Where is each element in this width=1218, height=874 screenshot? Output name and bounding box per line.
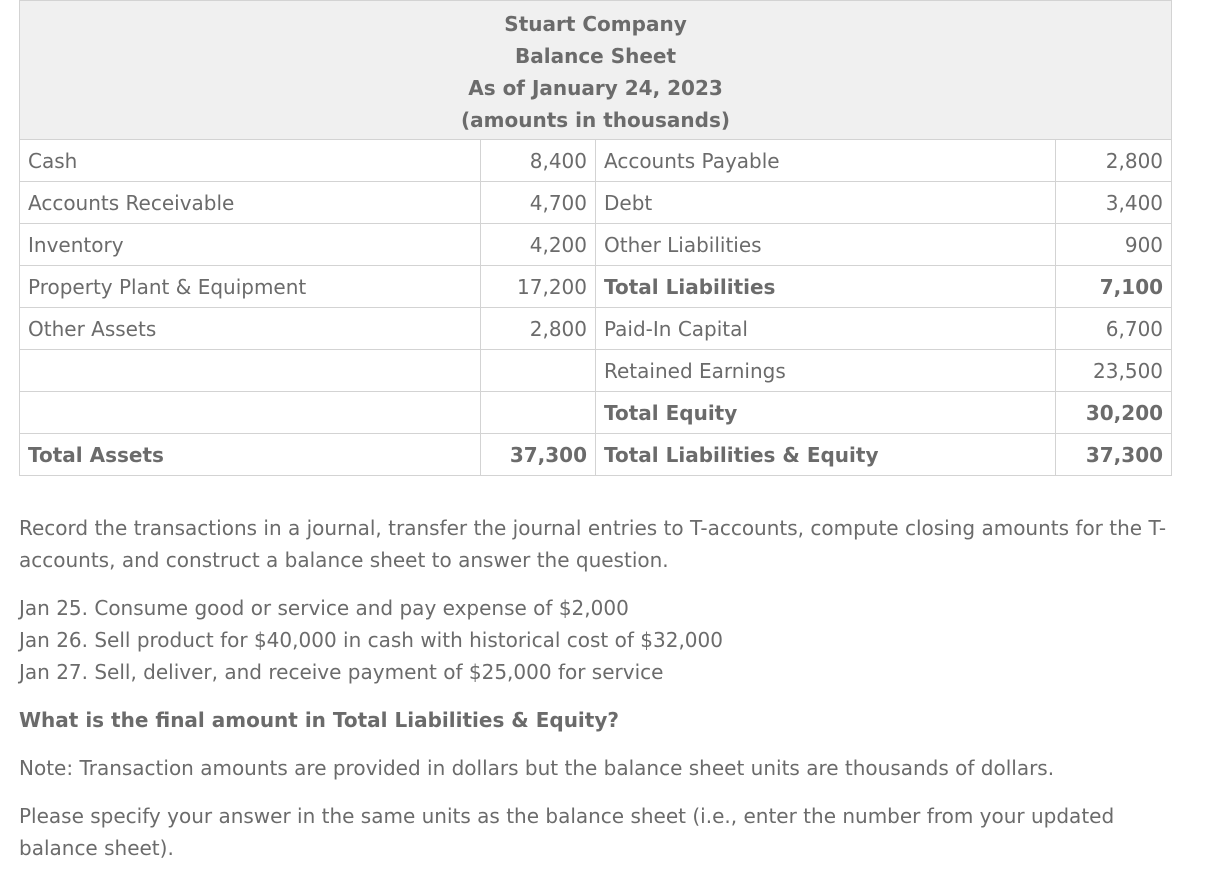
asset-label: Cash bbox=[20, 140, 481, 182]
sheet-date: As of January 24, 2023 bbox=[468, 76, 723, 100]
liability-equity-label: Total Equity bbox=[596, 392, 1056, 434]
asset-label: Total Assets bbox=[20, 434, 481, 476]
balance-sheet-header bbox=[20, 1, 1172, 140]
transaction-item: Jan 27. Sell, deliver, and receive payment of $25,000 for service bbox=[19, 660, 664, 684]
question-prompt: What is the final amount in Total Liabilities & Equity? bbox=[19, 708, 619, 732]
liability-equity-value: 23,500 bbox=[1056, 350, 1172, 392]
liability-equity-value: 30,200 bbox=[1056, 392, 1172, 434]
balance-sheet-row bbox=[20, 308, 1172, 350]
asset-value: 8,400 bbox=[481, 140, 596, 182]
asset-label: Inventory bbox=[20, 224, 481, 266]
transaction-list bbox=[19, 592, 1179, 688]
sheet-units: (amounts in thousands) bbox=[461, 108, 730, 132]
liability-equity-label: Debt bbox=[596, 182, 1056, 224]
units-note: Note: Transaction amounts are provided in dollars but the balance sheet units are thousands of dollars. bbox=[19, 756, 1055, 780]
balance-sheet-table bbox=[19, 0, 1172, 476]
balance-sheet-row bbox=[20, 392, 1172, 434]
liability-equity-value: 6,700 bbox=[1056, 308, 1172, 350]
transaction-item: Jan 25. Consume good or service and pay expense of $2,000 bbox=[19, 596, 629, 620]
instructions-text: Record the transactions in a journal, transfer the journal entries to T-accounts, compute closing amounts for the T-accounts, and construct a balance sheet to answer the question. bbox=[19, 516, 1167, 572]
asset-value: 2,800 bbox=[481, 308, 596, 350]
balance-sheet-row bbox=[20, 266, 1172, 308]
asset-label bbox=[20, 392, 481, 434]
asset-value: 4,700 bbox=[481, 182, 596, 224]
asset-label bbox=[20, 350, 481, 392]
liability-equity-value: 37,300 bbox=[1056, 434, 1172, 476]
balance-sheet-row bbox=[20, 350, 1172, 392]
liability-equity-label: Paid-In Capital bbox=[596, 308, 1056, 350]
liability-equity-label: Retained Earnings bbox=[596, 350, 1056, 392]
liability-equity-value: 7,100 bbox=[1056, 266, 1172, 308]
liability-equity-value: 2,800 bbox=[1056, 140, 1172, 182]
balance-sheet-row bbox=[20, 224, 1172, 266]
liability-equity-label: Other Liabilities bbox=[596, 224, 1056, 266]
company-name: Stuart Company bbox=[504, 12, 687, 36]
transaction-item: Jan 26. Sell product for $40,000 in cash with historical cost of $32,000 bbox=[19, 628, 723, 652]
balance-sheet-row bbox=[20, 182, 1172, 224]
sheet-title: Balance Sheet bbox=[514, 44, 677, 68]
balance-sheet-body bbox=[20, 1, 1172, 476]
answer-instruction: Please specify your answer in the same units as the balance sheet (i.e., enter the number from your updated balance sheet). bbox=[19, 804, 1115, 860]
asset-label: Property Plant & Equipment bbox=[20, 266, 481, 308]
balance-sheet-row bbox=[20, 140, 1172, 182]
asset-value bbox=[481, 350, 596, 392]
liability-equity-value: 3,400 bbox=[1056, 182, 1172, 224]
asset-value bbox=[481, 392, 596, 434]
asset-label: Other Assets bbox=[20, 308, 481, 350]
question-text bbox=[19, 512, 1179, 864]
liability-equity-label: Accounts Payable bbox=[596, 140, 1056, 182]
liability-equity-value: 900 bbox=[1056, 224, 1172, 266]
balance-sheet-header-row bbox=[20, 1, 1172, 140]
asset-value: 4,200 bbox=[481, 224, 596, 266]
liability-equity-label: Total Liabilities & Equity bbox=[596, 434, 1056, 476]
asset-label: Accounts Receivable bbox=[20, 182, 481, 224]
liability-equity-label: Total Liabilities bbox=[596, 266, 1056, 308]
asset-value: 17,200 bbox=[481, 266, 596, 308]
balance-sheet-row bbox=[20, 434, 1172, 476]
asset-value: 37,300 bbox=[481, 434, 596, 476]
